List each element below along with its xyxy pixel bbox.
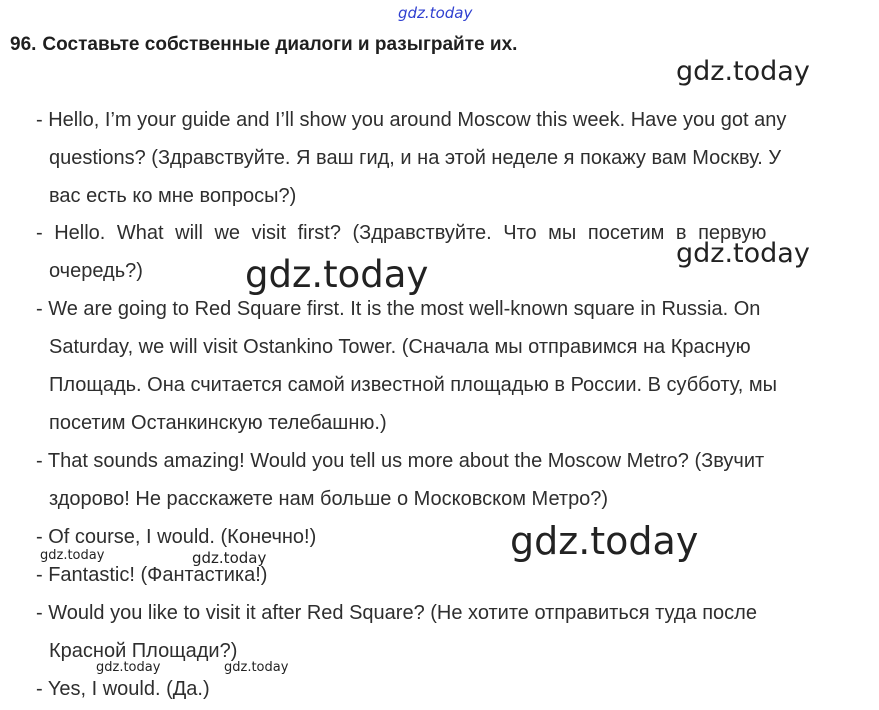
watermark-small-2: gdz.today [192,549,267,567]
dialogue-line: - Of course, I would. (Конечно!) [36,526,317,548]
watermark-right-middle: gdz.today [676,238,810,269]
dialogue-line: посетим Останкинскую телебашню.) [49,412,387,434]
dialogue-line: здорово! Не расскажете нам больше о Московском Метро?) [49,488,609,510]
exercise-number: 96. [10,34,37,55]
dialogue-line: - Hello, I’m your guide and I’ll show you around Moscow this week. Have you got any [36,109,787,131]
dialogue-line: - We are going to Red Square first. It is the most well-known square in Russia. On [36,298,761,320]
watermark-small-4: gdz.today [224,660,289,675]
watermark-top: gdz.today [398,4,473,22]
dialogue-line: Красной Площади?) [49,640,238,662]
dialogue-line: очередь?) [49,260,143,282]
watermark-small-1: gdz.today [40,548,105,563]
dialogue-line: Площадь. Она считается самой известной площадью в России. В субботу, мы [49,374,777,396]
exercise-instruction: Составьте собственные диалоги и разыграйте их. [42,34,518,55]
dialogue-line: - Would you like to visit it after Red Square? (Не хотите отправиться туда после [36,602,757,624]
dialogue-line: Saturday, we will visit Ostankino Tower. (Сначала мы отправимся на Красную [49,336,751,358]
dialogue-line: - Yes, I would. (Да.) [36,678,210,700]
dialogue-line: questions? (Здравствуйте. Я ваш гид, и на этой неделе я покажу вам Москву. У [49,147,782,169]
dialogue-line: вас есть ко мне вопросы?) [49,185,297,207]
watermark-center: gdz.today [245,253,429,296]
watermark-right-upper: gdz.today [676,56,810,87]
exercise-heading [10,34,517,56]
dialogue-line: - Hello. What will we visit first? (Здравствуйте. Что мы посетим в первую [36,222,767,244]
dialogue-line: - That sounds amazing! Would you tell us more about the Moscow Metro? (Звучит [36,450,765,472]
watermark-small-3: gdz.today [96,660,161,675]
dialogue-line: - Fantastic! (Фантастика!) [36,564,268,586]
watermark-lower-right: gdz.today [510,519,699,563]
